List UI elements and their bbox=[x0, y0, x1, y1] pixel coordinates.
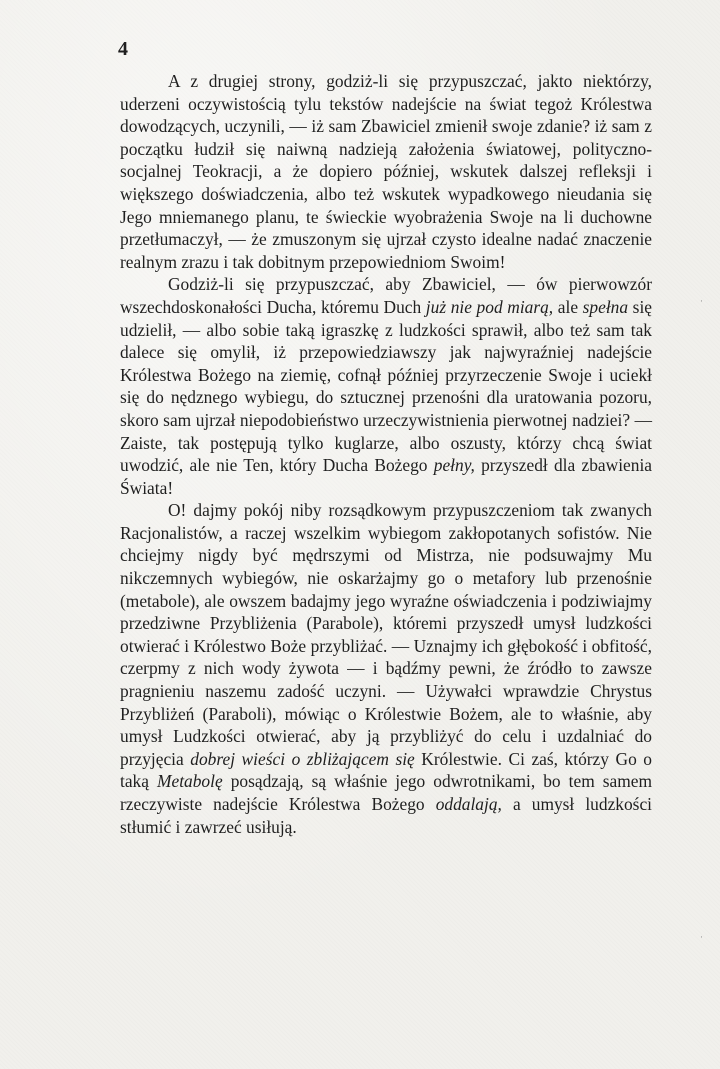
text-run: Godziż-li się przypuszczać, aby Zbawiciel, — ów pierwowzór wszechdoskonałości Ducha, któremu Duch bbox=[120, 274, 652, 317]
italic-run: pełny, bbox=[433, 455, 475, 476]
text-run: a umysł ludzkości stłumić i zawrzeć usiłują. bbox=[120, 794, 652, 837]
italic-run: oddalają, bbox=[435, 794, 502, 814]
text-run: Królestwie. Ci zaś, którzy Go o taką bbox=[120, 748, 652, 792]
text-run: posądzają, są właśnie jego odwrotnikami, bo tem samem rzeczywiste nadejście Królestwa Bożego bbox=[120, 771, 653, 814]
page-number: 4 bbox=[118, 38, 128, 60]
body-text bbox=[120, 70, 652, 838]
text-run: się udzielił, — albo sobie taką igraszkę z ludzkości sprawił, albo też sam tak dalece się omylił, iż przepowiedziawszy jak najwyraźniej nadejście Królestwa Bożego na ziemię, cofnął później przyrzeczenie Swoje i uciekł się do nędznego wybiegu, do sztucznej przenośni dla uratowania pozoru, skoro sam ujrzał niepodobieństwo urzeczywistnienia pierwotnej nadziei? — Zaiste, tak postępują tylko kuglarze, albo oszusty, którzy chcą świat uwodzić, ale nie Ten, który Ducha Bożego bbox=[120, 296, 652, 476]
italic-run: dobrej wieści o zbliżającem się bbox=[190, 748, 415, 769]
paragraph-1 bbox=[120, 70, 652, 273]
text-run: A z drugiej strony, godziż-li się przypuszczać, jakto niektórzy, uderzeni oczywistością tylu tekstów nadejście na świat tegoż Królestwa dowodzących, uczynili, — iż sam Zbawiciel zmienił swoje zdanie? iż sam z początku łudził się naiwną nadzieją założenia światowej, polityczno-socjalnej Teokracji, a że dopiero później, wskutek dalszej refleksji i większego doświadczenia, albo też wskutek wypadkowego nieudania się Jego mniemanego planu, te świeckie wyobrażenia Swoje na li duchowne przetłumaczył, — że zmuszonym się ujrzał czysto idealne nadać znaczenie realnym zrazu i tak dobitnym przepowiedniom Swoim! bbox=[120, 71, 652, 272]
paragraph-2 bbox=[120, 273, 652, 499]
margin-speck: · bbox=[700, 296, 703, 306]
italic-run: Metabolę bbox=[157, 771, 223, 792]
text-run: przyszedł dla zbawienia Świata! bbox=[120, 455, 652, 498]
text-run: ale bbox=[553, 296, 583, 317]
italic-run: już nie pod miarą, bbox=[425, 296, 554, 317]
margin-speck: · bbox=[700, 932, 703, 942]
paragraph-3 bbox=[120, 499, 652, 838]
italic-run: spełna bbox=[582, 296, 629, 317]
text-run: O! dajmy pokój niby rozsądkowym przypuszczeniom tak zwanych Racjonalistów, a raczej wszelkim wybiegom zakłopotanych sofistów. Nie chciejmy nigdy być mędrszymi od Mistrza, nie podsuwajmy Mu nikczemnych wybiegów, nie oskarżajmy go o metafory lub przenośnie (metabole), ale owszem badajmy jego wyraźne oświadczenia i podziwiajmy przedziwne Przybliżenia (Parabole), któremi przyszedł umysł ludzkości otwierać i Królestwo Boże przybliżać. — Uznajmy ich głębokość i obfitość, czerpmy z nich wody żywota — i bądźmy pewni, że źródło to zawsze pragnieniu naszemu zadość uczyni. — Używałci wprawdzie Chrystus Przybliżeń (Paraboli), mówiąc o Królestwie Bożem, ale to właśnie, aby umysł Ludzkości otwierać, aby ją przybliżyć do celu i uzdalniać do przyjęcia bbox=[120, 500, 652, 769]
